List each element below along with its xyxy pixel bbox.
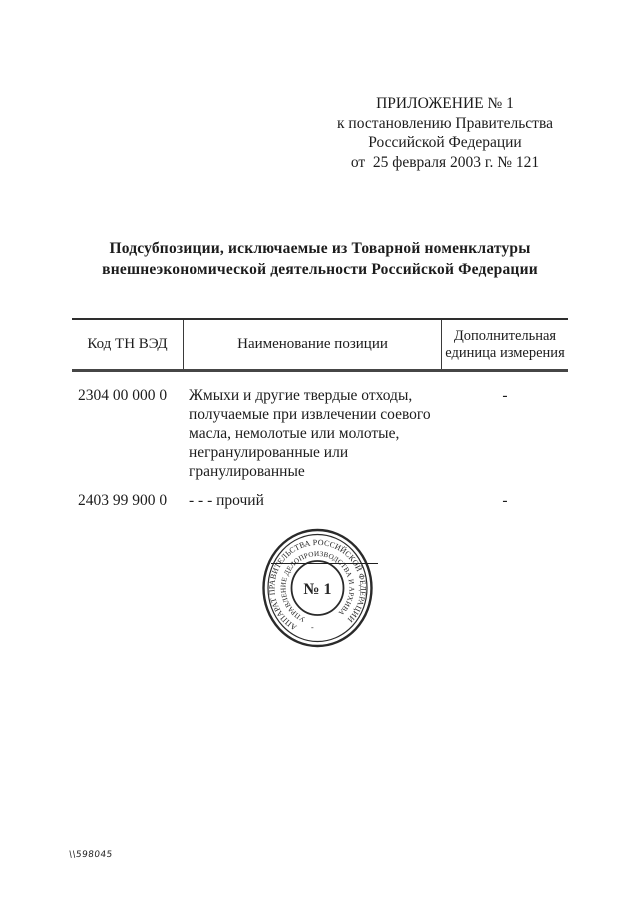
appendix-header: ПРИЛОЖЕНИЕ № 1 к постановлению Правительства Российской Федерации от 25 февраля 2003 г. № 121 <box>337 95 553 171</box>
stamp-bottom-mark: - <box>311 623 314 632</box>
row-name: Жмыхи и другие твердые отходы, получаемые при извлечении соевого масла, немолотые или молотые, негранулированные или гранулированные <box>189 387 431 480</box>
stamp-number-text: № 1 <box>303 581 332 598</box>
table-header-row <box>72 318 568 372</box>
row-unit: - <box>502 492 508 509</box>
table-row <box>72 491 568 510</box>
tnved-table <box>72 318 568 510</box>
row-name: - - - прочий <box>189 492 264 509</box>
document-title: Подсубпозиции, исключаемые из Товарной номенклатуры внешнеэкономической деятельности Российской Федерации <box>102 240 538 278</box>
table-row <box>72 386 568 481</box>
table-header-name: Наименование позиции <box>183 320 442 369</box>
document-control-number: \\598045 <box>68 850 114 860</box>
signature-strike-line <box>271 563 378 564</box>
row-code: 2304 00 000 0 <box>78 387 168 404</box>
table-header-code: Код ТН ВЭД <box>87 336 168 352</box>
row-code: 2403 99 900 0 <box>78 492 168 509</box>
row-unit: - <box>502 387 508 404</box>
round-stamp-seal <box>261 527 374 650</box>
table-header-unit: Дополнительная единица измерения <box>445 328 565 361</box>
stamp-inner-text: УПРАВЛЕНИЕ ДЕЛОПРОИЗВОДСТВА И АРХИВА <box>279 549 356 624</box>
stamp-outer-text: АППАРАТ ПРАВИТЕЛЬСТВА РОССИЙСКОЙ ФЕДЕРАЦИИ <box>267 537 368 633</box>
